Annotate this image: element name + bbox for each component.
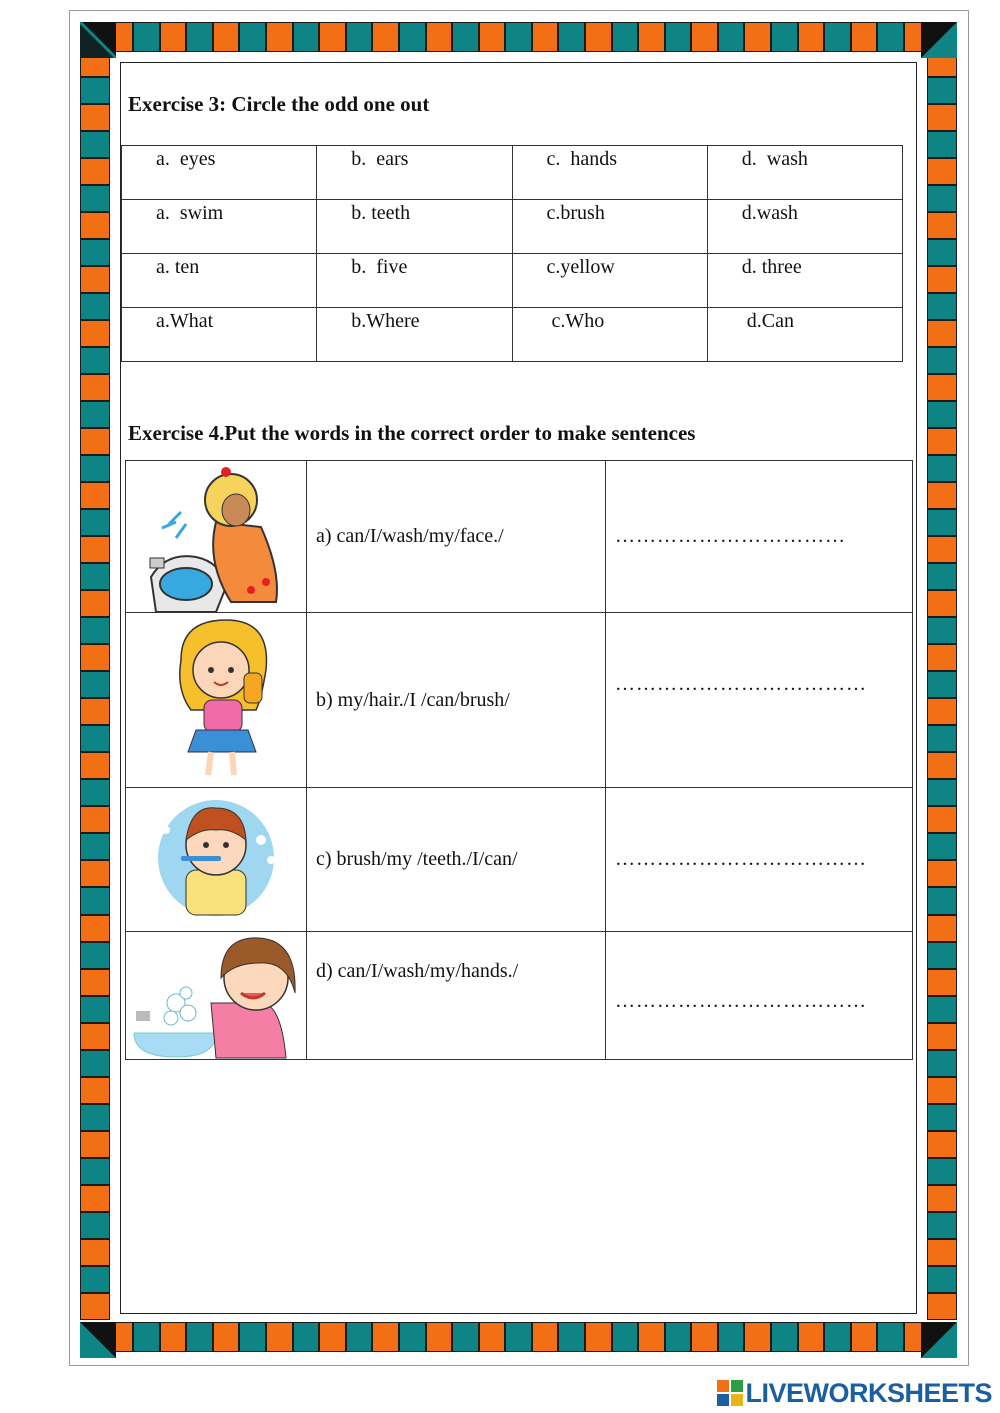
border-square — [718, 22, 745, 52]
border-square — [927, 617, 957, 644]
border-square — [771, 1322, 798, 1352]
border-square — [80, 1104, 110, 1131]
border-square — [691, 1322, 718, 1352]
border-square — [927, 752, 957, 779]
border-square — [927, 1050, 957, 1077]
border-square — [452, 1322, 479, 1352]
border-square — [80, 671, 110, 698]
corner-bottom-right — [921, 1322, 957, 1358]
border-square — [718, 1322, 745, 1352]
border-square — [927, 887, 957, 914]
border-square — [927, 1212, 957, 1239]
border-square — [80, 1023, 110, 1050]
border-square — [160, 22, 187, 52]
border-square — [80, 509, 110, 536]
border-square — [927, 942, 957, 969]
table-row — [122, 146, 903, 200]
border-square — [80, 320, 110, 347]
border-square — [213, 1322, 240, 1352]
border-square — [927, 1023, 957, 1050]
border-square — [80, 1293, 110, 1320]
border-square — [665, 22, 692, 52]
border-square — [346, 22, 373, 52]
corner-top-left — [80, 22, 116, 58]
table-row — [122, 254, 903, 308]
border-square — [80, 455, 110, 482]
border-square — [213, 22, 240, 52]
border-square — [80, 698, 110, 725]
border-square — [80, 1158, 110, 1185]
border-square — [927, 1266, 957, 1293]
border-square — [80, 969, 110, 996]
liveworksheets-logo-icon — [717, 1380, 743, 1406]
border-bottom — [80, 1322, 957, 1352]
border-square — [479, 1322, 506, 1352]
border-square — [80, 806, 110, 833]
scrambled-words: d) can/I/wash/my/hands./ — [307, 932, 606, 1060]
boy-brushing-teeth-icon — [126, 790, 306, 930]
border-square — [80, 212, 110, 239]
table-row — [126, 788, 913, 932]
border-square — [319, 1322, 346, 1352]
border-square — [927, 698, 957, 725]
table-row — [122, 200, 903, 254]
border-square — [372, 22, 399, 52]
border-square — [744, 1322, 771, 1352]
border-square — [927, 482, 957, 509]
border-square — [452, 22, 479, 52]
border-square — [426, 22, 453, 52]
border-square — [80, 590, 110, 617]
border-square — [80, 915, 110, 942]
border-square — [80, 942, 110, 969]
border-square — [927, 563, 957, 590]
border-square — [80, 725, 110, 752]
word-option[interactable]: c.Who — [512, 308, 707, 362]
answer-blank[interactable]: …………………………… — [606, 461, 913, 613]
border-square — [927, 158, 957, 185]
border-square — [927, 671, 957, 698]
border-square — [532, 22, 559, 52]
border-square — [927, 401, 957, 428]
border-square — [927, 1239, 957, 1266]
border-square — [80, 536, 110, 563]
border-square — [80, 293, 110, 320]
border-square — [80, 1131, 110, 1158]
word-option[interactable]: d.wash — [707, 200, 902, 254]
word-option[interactable]: a. swim — [122, 200, 317, 254]
table-row — [126, 461, 913, 613]
answer-blank[interactable]: ……………………………… — [606, 788, 913, 932]
border-square — [80, 1266, 110, 1293]
border-square — [80, 752, 110, 779]
word-option[interactable]: d. three — [707, 254, 902, 308]
border-square — [798, 22, 825, 52]
border-square — [612, 1322, 639, 1352]
border-square — [80, 617, 110, 644]
border-square — [927, 644, 957, 671]
border-square — [133, 22, 160, 52]
girl-brushing-hair-icon — [126, 615, 306, 785]
border-square — [239, 1322, 266, 1352]
border-square — [927, 239, 957, 266]
answer-blank[interactable]: ……………………………… — [606, 932, 913, 1060]
word-option[interactable]: d. wash — [707, 146, 902, 200]
border-square — [851, 22, 878, 52]
border-square — [927, 77, 957, 104]
border-square — [133, 1322, 160, 1352]
word-option[interactable]: d.Can — [707, 308, 902, 362]
border-square — [399, 1322, 426, 1352]
border-square — [927, 1158, 957, 1185]
border-square — [505, 1322, 532, 1352]
border-square — [638, 1322, 665, 1352]
border-square — [927, 806, 957, 833]
border-square — [927, 969, 957, 996]
border-square — [927, 860, 957, 887]
border-square — [824, 1322, 851, 1352]
border-square — [80, 1050, 110, 1077]
border-square — [80, 131, 110, 158]
border-square — [612, 22, 639, 52]
word-option[interactable]: b.Where — [317, 308, 512, 362]
border-square — [927, 725, 957, 752]
border-square — [927, 185, 957, 212]
border-square — [532, 1322, 559, 1352]
border-square — [80, 482, 110, 509]
liveworksheets-logo — [717, 1378, 992, 1408]
word-order-table — [125, 460, 913, 1060]
border-square — [80, 563, 110, 590]
border-square — [927, 320, 957, 347]
picture-cell — [126, 613, 307, 788]
scrambled-words: c) brush/my /teeth./I/can/ — [307, 788, 606, 932]
scrambled-words: a) can/I/wash/my/face./ — [307, 461, 606, 613]
picture-cell — [126, 788, 307, 932]
liveworksheets-text: LIVEWORKSHEETS — [745, 1377, 992, 1408]
border-square — [927, 1131, 957, 1158]
exercise-3-title: Exercise 3: Circle the odd one out — [128, 92, 430, 116]
border-square — [239, 22, 266, 52]
border-square — [80, 428, 110, 455]
border-square — [927, 293, 957, 320]
border-square — [585, 22, 612, 52]
border-square — [771, 22, 798, 52]
word-option[interactable]: c.brush — [512, 200, 707, 254]
border-square — [927, 1185, 957, 1212]
border-square — [80, 1077, 110, 1104]
word-option[interactable]: a. ten — [122, 254, 317, 308]
border-square — [638, 22, 665, 52]
border-square — [927, 428, 957, 455]
border-square — [927, 590, 957, 617]
border-square — [80, 185, 110, 212]
border-square — [877, 1322, 904, 1352]
border-top — [80, 22, 957, 52]
word-option[interactable]: c.yellow — [512, 254, 707, 308]
border-square — [80, 996, 110, 1023]
border-square — [927, 536, 957, 563]
border-square — [293, 22, 320, 52]
table-row — [126, 932, 913, 1060]
border-square — [585, 1322, 612, 1352]
word-option[interactable]: a.What — [122, 308, 317, 362]
border-square — [744, 22, 771, 52]
border-square — [372, 1322, 399, 1352]
border-square — [266, 1322, 293, 1352]
border-square — [927, 915, 957, 942]
border-square — [293, 1322, 320, 1352]
border-square — [851, 1322, 878, 1352]
border-square — [80, 644, 110, 671]
border-square — [798, 1322, 825, 1352]
border-square — [927, 104, 957, 131]
word-option[interactable]: b. ears — [317, 146, 512, 200]
border-square — [266, 22, 293, 52]
border-square — [426, 1322, 453, 1352]
border-square — [399, 22, 426, 52]
border-square — [80, 239, 110, 266]
picture-cell — [126, 932, 307, 1060]
border-square — [319, 22, 346, 52]
picture-cell — [126, 461, 307, 613]
border-left — [80, 50, 110, 1320]
word-option[interactable]: b. teeth — [317, 200, 512, 254]
border-square — [927, 374, 957, 401]
border-square — [927, 1077, 957, 1104]
border-square — [927, 509, 957, 536]
border-square — [691, 22, 718, 52]
border-square — [505, 22, 532, 52]
border-square — [927, 996, 957, 1023]
border-square — [877, 22, 904, 52]
border-square — [80, 158, 110, 185]
border-square — [80, 833, 110, 860]
odd-one-out-table — [121, 145, 903, 362]
border-square — [80, 266, 110, 293]
border-square — [80, 779, 110, 806]
border-square — [665, 1322, 692, 1352]
table-row — [126, 613, 913, 788]
border-square — [927, 833, 957, 860]
girl-washing-face-icon — [126, 462, 306, 612]
border-square — [160, 1322, 187, 1352]
scrambled-words: b) my/hair./I /can/brush/ — [307, 613, 606, 788]
border-square — [927, 347, 957, 374]
border-square — [558, 1322, 585, 1352]
border-square — [80, 401, 110, 428]
border-square — [824, 22, 851, 52]
border-square — [927, 1293, 957, 1320]
border-square — [186, 22, 213, 52]
border-square — [927, 212, 957, 239]
corner-top-right — [921, 22, 957, 58]
border-square — [80, 860, 110, 887]
border-square — [479, 22, 506, 52]
border-square — [80, 887, 110, 914]
border-right — [927, 50, 957, 1320]
border-square — [80, 1185, 110, 1212]
border-square — [927, 779, 957, 806]
border-square — [80, 104, 110, 131]
border-square — [927, 1104, 957, 1131]
border-square — [346, 1322, 373, 1352]
border-square — [927, 266, 957, 293]
word-option[interactable]: a. eyes — [122, 146, 317, 200]
exercise-4-title: Exercise 4.Put the words in the correct order to make sentences — [128, 421, 696, 445]
table-row — [122, 308, 903, 362]
word-option[interactable]: c. hands — [512, 146, 707, 200]
girl-washing-hands-icon — [126, 933, 306, 1059]
border-square — [80, 1239, 110, 1266]
border-square — [80, 1212, 110, 1239]
border-square — [186, 1322, 213, 1352]
border-square — [80, 77, 110, 104]
corner-bottom-left — [80, 1322, 116, 1358]
border-square — [927, 131, 957, 158]
word-option[interactable]: b. five — [317, 254, 512, 308]
border-square — [80, 347, 110, 374]
border-square — [558, 22, 585, 52]
border-square — [80, 374, 110, 401]
answer-blank[interactable]: ……………………………… — [606, 613, 913, 788]
border-square — [927, 455, 957, 482]
